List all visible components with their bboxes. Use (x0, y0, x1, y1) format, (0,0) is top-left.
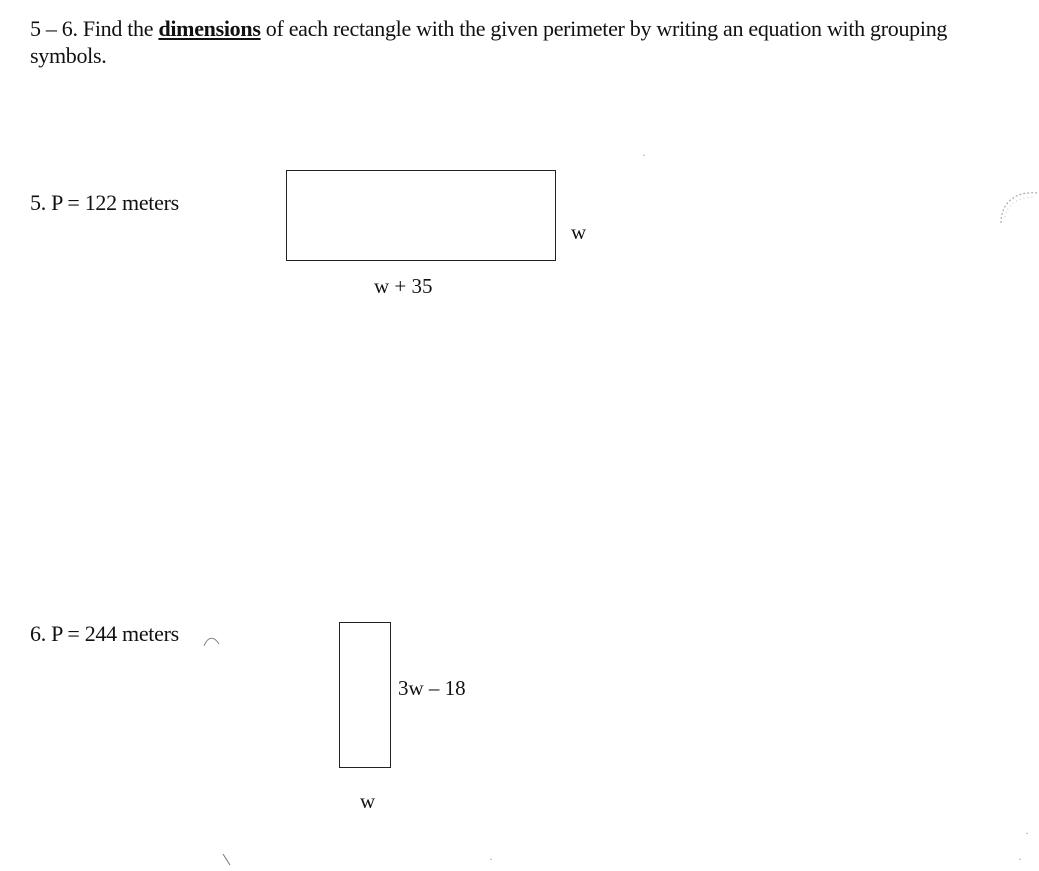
problem-6-label: 6. P = 244 meters (30, 621, 179, 646)
scan-speck: · (1025, 826, 1029, 840)
problem-6-height-label: 3w – 18 (398, 676, 466, 700)
problem-6-width-label: w (360, 789, 376, 813)
problem-5-rectangle (286, 170, 556, 261)
problem-5-width-label: w + 35 (374, 274, 433, 298)
scan-speck: · (489, 852, 493, 866)
instructions-emphasis: dimensions (158, 16, 261, 41)
scan-mark-small-arc (202, 634, 222, 648)
scan-speck: · (642, 148, 646, 162)
problem-6-rectangle (339, 622, 391, 768)
scan-mark-arc (995, 183, 1039, 233)
instructions-suffix: of each rectangle with the given perimeter by writing an equation with grouping symbols. (30, 16, 948, 68)
instructions (30, 15, 990, 69)
instructions-prefix: 5 – 6. Find the (30, 16, 159, 41)
scan-mark-tick (221, 852, 233, 868)
problem-5-height-label: w (571, 220, 587, 244)
scan-speck: · (1018, 852, 1022, 866)
problem-5-label: 5. P = 122 meters (30, 190, 179, 215)
